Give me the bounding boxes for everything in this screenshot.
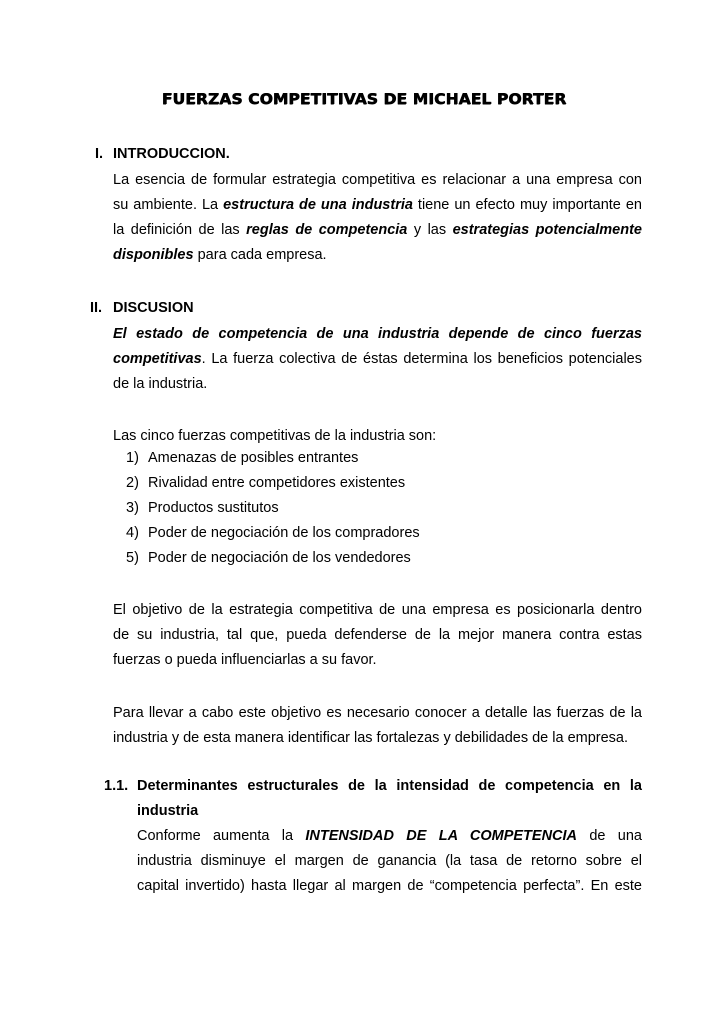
- discusion-paragraph-3: [113, 598, 642, 673]
- text-line: El estado de competencia de una industria depende de cinco fuerzas: [113, 326, 642, 342]
- emphasis-text: competitivas: [113, 351, 202, 367]
- text-line: industria: [137, 803, 199, 819]
- subsection-paragraph: [137, 824, 642, 899]
- text-line: Para llevar a cabo este objetivo es necesario conocer a detalle las fuerzas de la: [113, 705, 642, 721]
- page-title: FUERZAS COMPETITIVAS DE MICHAEL PORTER: [161, 90, 567, 108]
- section-title: DISCUSION: [113, 300, 194, 316]
- section-number: II.: [90, 300, 103, 316]
- discusion-paragraph-4: [113, 701, 642, 751]
- list-item: 4) Poder de negociación de los compradores: [126, 525, 420, 541]
- emphasis-text: INTENSIDAD DE LA COMPETENCIA: [305, 828, 578, 844]
- text-line: de la industria.: [113, 376, 208, 392]
- text-line: industria disminuye el margen de ganancia (la tasa de retorno sobre el: [137, 853, 642, 869]
- discusion-paragraph-2: [113, 424, 642, 449]
- section-heading-introduccion: [95, 146, 230, 162]
- section-title: INTRODUCCION.: [113, 146, 230, 162]
- emphasis-text: disponibles: [113, 247, 194, 263]
- section-number: I.: [95, 146, 104, 162]
- list-item: 2) Rivalidad entre competidores existentes: [126, 475, 406, 491]
- intro-paragraph: [113, 168, 642, 268]
- list-item: 3) Productos sustitutos: [126, 500, 279, 516]
- text-line: capital invertido) hasta llegar al margen de “competencia perfecta”. En este: [137, 878, 642, 894]
- text-line: competitivas. La fuerza colectiva de éstas determina los beneficios potenciales: [113, 351, 642, 367]
- list-item: 5) Poder de negociación de los vendedores: [126, 550, 411, 566]
- section-heading-discusion: [90, 300, 194, 316]
- text-line: industria y de esta manera identificar las fortalezas y debilidades de la empresa.: [113, 730, 629, 746]
- subsection-heading: [137, 774, 642, 824]
- text-line: Las cinco fuerzas competitivas de la industria son:: [113, 428, 437, 444]
- text-line: La esencia de formular estrategia competitiva es relacionar a una empresa con: [113, 172, 642, 188]
- text-line: El objetivo de la estrategia competitiva de una empresa es posicionarla dentro: [113, 602, 642, 618]
- text-line: su ambiente. La estructura de una industria tiene un efecto muy importante en: [113, 197, 642, 213]
- subsection-number: 1.1.: [104, 778, 129, 794]
- emphasis-text: estrategias potencialmente: [452, 222, 642, 238]
- text-line: Determinantes estructurales de la intensidad de competencia en la: [137, 778, 642, 794]
- list-item: 1) Amenazas de posibles entrantes: [126, 450, 359, 466]
- emphasis-text: reglas de competencia: [246, 222, 408, 238]
- discusion-paragraph-1: [113, 322, 642, 397]
- text-line: fuerzas o pueda influenciarlas a su favor.: [113, 652, 377, 668]
- text-line: disponibles para cada empresa.: [113, 247, 327, 263]
- text-line: de su industria, tal que, pueda defenderse de la mejor manera contra estas: [113, 627, 642, 643]
- text-line: Conforme aumenta la INTENSIDAD DE LA COMPETENCIA de una: [137, 828, 642, 844]
- emphasis-text: estructura de una industria: [223, 197, 413, 213]
- text-line: la definición de las reglas de competencia y las estrategias potencialmente: [113, 222, 642, 238]
